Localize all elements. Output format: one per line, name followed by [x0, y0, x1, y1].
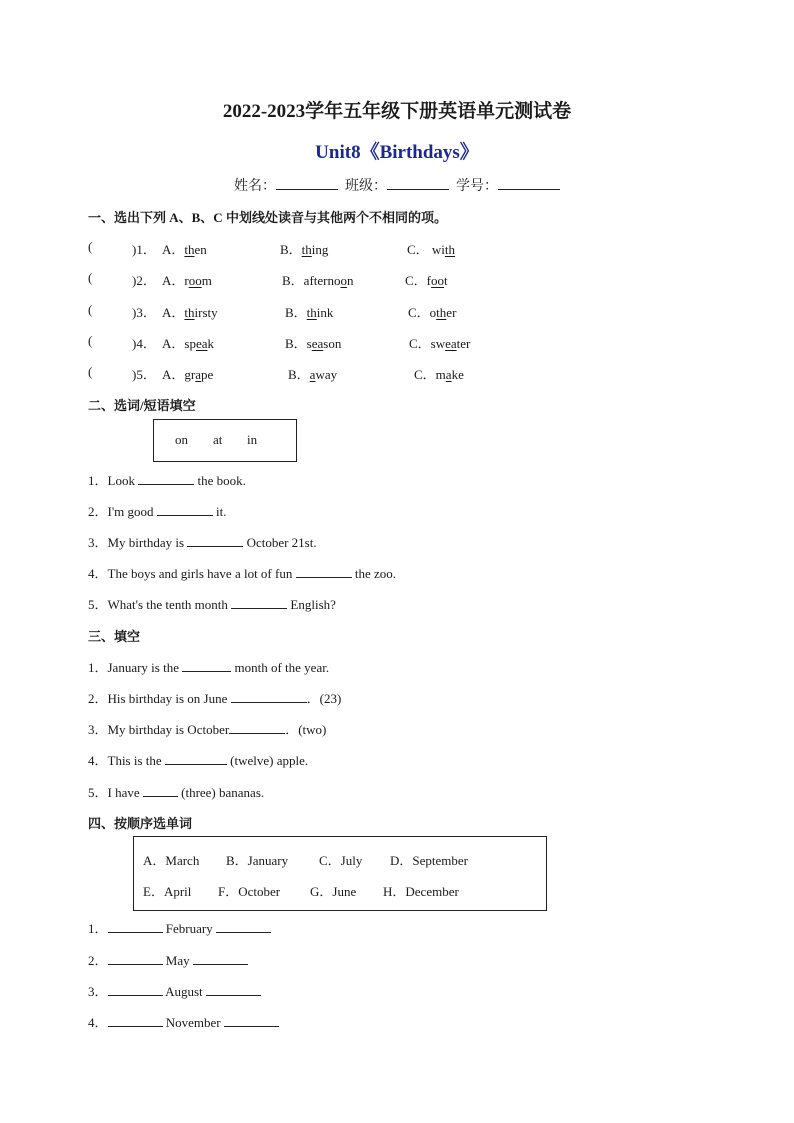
answer-blank[interactable] [138, 471, 194, 485]
answer-blank[interactable] [206, 982, 261, 996]
option-word: D．September [390, 853, 468, 868]
option-a[interactable]: A．speak [162, 336, 214, 351]
question-number: )1． [132, 242, 156, 257]
option-word: H．December [383, 884, 459, 899]
section1-heading: 一、选出下列 A、B、C 中划线处读音与其他两个不相同的项。 [88, 210, 447, 225]
option-b[interactable]: B．season [285, 336, 342, 351]
option-word: A．March [143, 853, 200, 868]
question-number: )4． [132, 336, 156, 351]
answer-blank[interactable] [108, 919, 163, 933]
order-item: 1． February [88, 918, 271, 937]
fill-item: 4．The boys and girls have a lot of fun the zoo. [88, 566, 397, 581]
option-word: B．January [226, 853, 289, 868]
name-blank[interactable] [276, 176, 338, 190]
answer-blank[interactable] [187, 533, 243, 547]
option-word: G．June [310, 884, 357, 899]
option-b[interactable]: B．thing [280, 242, 329, 257]
section4-heading: 四、按顺序选单词 [88, 816, 193, 831]
paren-open: ( [88, 364, 93, 379]
order-item: 2． May [88, 950, 248, 969]
option-b[interactable]: B．think [285, 305, 334, 320]
class-blank[interactable] [387, 176, 449, 190]
unit-subtitle: Unit8《Birthdays》 [315, 142, 479, 163]
option-word: E．April [143, 884, 192, 899]
answer-blank[interactable] [193, 951, 248, 965]
option-a[interactable]: A．grape [162, 367, 214, 382]
page-title: 2022-2023学年五年级下册英语单元测试卷 [222, 101, 572, 122]
question-number: )5． [132, 367, 156, 382]
answer-blank[interactable] [182, 658, 231, 672]
fill-item: 1．Look the book. [88, 473, 246, 488]
word-bank-word: at [213, 432, 223, 447]
answer-blank[interactable] [296, 564, 352, 578]
option-a[interactable]: A．room [162, 273, 212, 288]
answer-blank[interactable] [231, 595, 287, 609]
class-label: 班级： [345, 179, 387, 194]
order-item: 3． August [88, 981, 261, 1000]
option-c[interactable]: C．other [408, 305, 457, 320]
answer-blank[interactable] [229, 720, 285, 734]
section3-heading: 三、填空 [88, 629, 141, 644]
fill-item: 5．What's the tenth month English? [88, 597, 336, 612]
fill-item: 5．I have (three) bananas. [88, 785, 265, 800]
option-b[interactable]: B．away [288, 367, 338, 382]
option-c[interactable]: C．sweater [409, 336, 471, 351]
name-label: 姓名： [234, 179, 276, 194]
word-bank-word: on [175, 432, 188, 447]
option-word: C．July [319, 853, 363, 868]
option-b[interactable]: B．afternoon [282, 273, 354, 288]
paren-open: ( [88, 302, 93, 317]
student-info-line [0, 175, 794, 195]
option-c[interactable]: C．foot [405, 273, 448, 288]
answer-blank[interactable] [108, 982, 163, 996]
word-bank-word: in [247, 432, 258, 447]
question-number: )3． [132, 305, 156, 320]
number-blank[interactable] [498, 176, 560, 190]
fill-item: 4．This is the (twelve) apple. [88, 753, 309, 768]
paren-open: ( [88, 333, 93, 348]
fill-item: 3．My birthday is October ．(two) [88, 722, 327, 737]
order-item: 4． November [88, 1012, 279, 1031]
option-c[interactable]: C． with [407, 242, 456, 257]
option-c[interactable]: C．make [414, 367, 464, 382]
section2-heading: 二、选词/短语填空 [88, 398, 196, 413]
option-word: F．October [218, 884, 281, 899]
answer-blank[interactable] [224, 1013, 279, 1027]
question-number: )2． [132, 273, 156, 288]
paren-open: ( [88, 270, 93, 285]
option-a[interactable]: A．then [162, 242, 207, 257]
number-label: 学号： [456, 179, 498, 194]
fill-item: 3．My birthday is October 21st. [88, 535, 317, 550]
fill-item: 1．January is the month of the year. [88, 660, 330, 675]
fill-item: 2．His birthday is on June ．(23) [88, 691, 342, 706]
answer-blank[interactable] [157, 502, 213, 516]
answer-blank[interactable] [108, 1013, 163, 1027]
answer-blank[interactable] [143, 783, 178, 797]
fill-item: 2．I'm good it. [88, 504, 227, 519]
answer-blank[interactable] [216, 919, 271, 933]
answer-blank[interactable] [165, 751, 227, 765]
option-a[interactable]: A．thirsty [162, 305, 218, 320]
answer-blank[interactable] [231, 689, 307, 703]
answer-blank[interactable] [108, 951, 163, 965]
paren-open: ( [88, 239, 93, 254]
